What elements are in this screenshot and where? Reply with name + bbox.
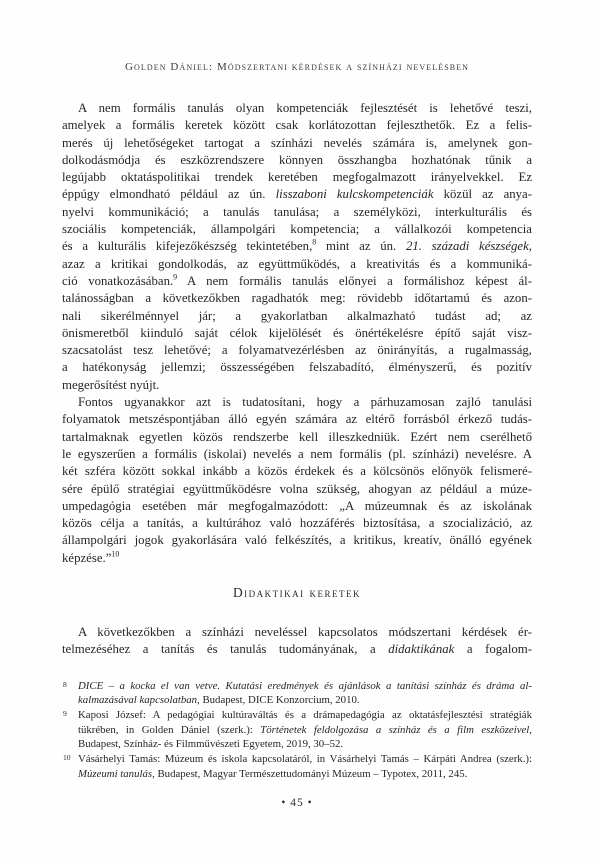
text-line: a hatékonyság jellemzi; összességében felszabadító, élményszerű, és pozitív	[62, 360, 532, 375]
text-line: umpedagógia esetében már megfogalmazódott: „A múzeumnak és az iskolának	[62, 498, 532, 513]
section-heading: Didaktikai keretek	[232, 585, 362, 601]
footnote-line: Budapest, Színház- és Filmművészeti Egyetem, 2019, 30–52.	[78, 738, 344, 751]
section-body-text	[62, 624, 532, 659]
text-line: állampolgári jogok gyakorlására való felkészítés, a kritikus, kreatív, önálló egyének	[62, 533, 532, 548]
footnote-line: DICE – a kocka el van vetve. Kutatási eredmények és ajánlások a tanítási színház és dráma al-	[78, 679, 532, 692]
text-line: amelyek a formális keretek között csak korlátozottan fejleszthetők. Ez a felis-	[62, 118, 532, 133]
footnote	[62, 708, 532, 752]
text-line: közös célja a tanítás, a kultúrához való hozzáférés biztosítása, a szocializáció, az	[62, 516, 532, 531]
text-line: talánosságban a következőkben ragadhatók meg: rövidebb időtartamú és azon-	[62, 291, 532, 306]
text-line: ció vonatkozásában.$^9$ A nem formális tanulás előnyei a formálishoz képest ál-	[62, 272, 532, 288]
body-text	[62, 100, 532, 567]
footnote-number: 9	[63, 709, 67, 719]
text-line: éppúgy elmondható például az ún. lisszaboni kulcskompetenciák közül az anya-	[62, 187, 532, 202]
text-line: le egyszerűen a formális (iskolai) nevelés a nem formális (pl. színházi) nevelésre. A	[62, 446, 532, 461]
footnote-line: Vásárhelyi Tamás: Múzeum és iskola kapcsolatáról, in Vásárhelyi Tamás – Kárpáti Andrea (szerk.):	[78, 753, 532, 766]
text-line: tartalmaknak egyetlen közös rendszerbe kell illeszkedniük. Ezért nem cserélhető	[62, 429, 532, 444]
footnote-number: 8	[63, 679, 67, 689]
footnote-ref: 9	[173, 272, 178, 282]
text-line: merés új lehetőségeket tartogat a színházi nevelés számára is, amelynek gon-	[62, 135, 532, 150]
text-line: legújabb oktatáspolitikai trendek keretében megfogalmazott irányelvekkel. Ez	[62, 170, 532, 185]
text-line: és a kulturális kifejezőkészség tekintetében,$^8$ mint az ún. 21. századi készségek,	[62, 238, 532, 254]
text-line: dolkodásmódja és eszközrendszere könnyen összhangba hozhatónak tűnik a	[62, 152, 532, 167]
running-header: Golden Dániel: Módszertani kérdések a színházi nevelésben	[124, 61, 470, 73]
footnote-number: 10	[63, 753, 71, 763]
page-number: • 45 •	[281, 796, 313, 809]
text-line: A következőkben a színházi neveléssel kapcsolatos módszertani kérdések ér-	[78, 625, 532, 640]
footnotes	[62, 679, 532, 782]
footnote-line: kalmazásával kapcsolatban, Budapest, DICE Konzorcium, 2010.	[78, 694, 360, 707]
paragraph	[62, 394, 532, 567]
text-line: szociális kompetenciák, állampolgári kompetencia; a vállalkozói kompetencia	[62, 222, 532, 237]
text-line: A nem formális tanulás olyan kompetenciák fejlesztését is lehetővé teszi,	[78, 101, 532, 115]
text-line: nali sikerélménnyel jár; a gyakorlatban alkalmazható tudást ad; az	[62, 308, 532, 323]
footnote-line: Kaposi József: A pedagógiai kultúraváltás és a drámapedagógia az oktatásfejlesztési stratégiák	[78, 709, 532, 722]
text-line: szacsatolást tesz lehetővé; a folyamatvezérlésben az önirányítás, a rugalmasság,	[62, 343, 532, 358]
text-line: telmezéséhez a tanítás és tanulás tudományának, a didaktikának a fogalom-	[62, 642, 532, 657]
text-line: folyamatok metszéspontjában álló egyén számára az eltérő forrásból érkező tudás-	[62, 412, 532, 427]
footnote	[62, 679, 532, 708]
text-line: képzése.”$^{10}$	[62, 549, 120, 565]
text-line: nyelvi kommunikáció; a tanulás tanulása; a személyközi, interkulturális és	[62, 204, 532, 219]
text-line: Fontos ugyanakkor azt is tudatosítani, hogy a párhuzamosan zajló tanulási	[78, 395, 532, 410]
text-line: önismeretből kiinduló saját célok kijelölését és önértékelésre építő saját visz-	[62, 325, 532, 340]
text-line: két szféra között sokkal inkább a közös érdekek és a kölcsönös előnyök felismeré-	[62, 464, 532, 479]
footnote-ref: 10	[111, 549, 120, 559]
footnote	[62, 752, 532, 781]
text-line: sére épülő stratégiai együttműködésre volna szükség, ahogyan az például a múze-	[62, 481, 532, 496]
text-line: megerősítést nyújt.	[62, 377, 160, 392]
footnote-ref: 8	[312, 238, 317, 248]
text-line: azaz a kritikai gondolkodás, az együttműködés, a kreativitás és a kommuniká-	[62, 256, 532, 271]
footnote-line: tükrében, in Golden Dániel (szerk.): Történetek feldolgozása a színház és a film eszközeivel,	[78, 723, 533, 736]
paragraph	[62, 624, 532, 659]
paragraph	[62, 100, 532, 394]
footnote-line: Múzeumi tanulás, Budapest, Magyar Természettudományi Múzeum – Typotex, 2011, 245.	[78, 767, 468, 780]
